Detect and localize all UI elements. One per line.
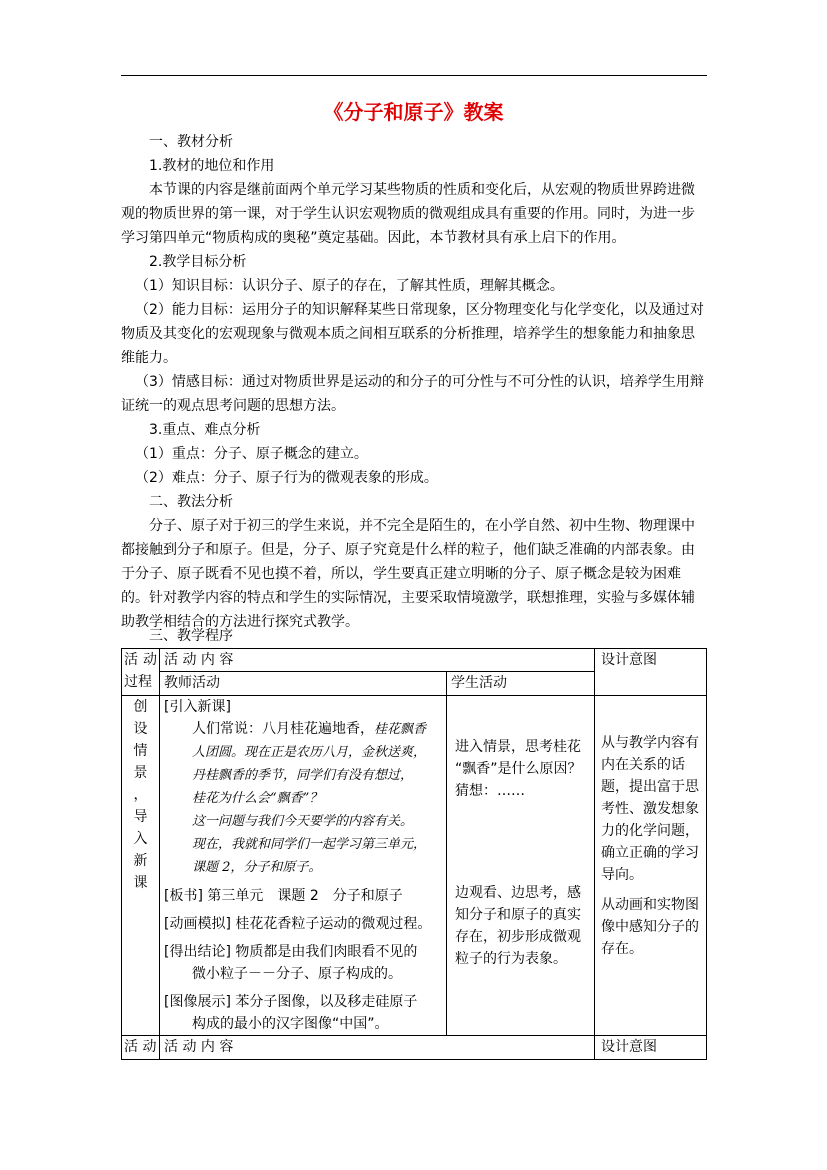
header-rule (121, 75, 707, 76)
difficult-point: （2）难点：分子、原子行为的微观表象的形成。 (135, 470, 438, 486)
teacher-script: 人们常说：八月桂花遍地香，桂花飘香 人团圆。现在正是农历八月，金秋送爽， 丹桂飘香的季节，同学们有没有想过， 桂花为什么会“飘香”？ 这一问题与我们今天要学的内容有关。 现在，我就和同学们一起学习第三单元， 课题 2，分子和原子。 (192, 721, 427, 875)
intro-tag: [引入新课] (164, 699, 231, 715)
teacher-activity (160, 696, 447, 1036)
subheading-1-2: 2.教学目标分析 (149, 254, 247, 270)
subheading-1-3: 3.重点、难点分析 (149, 422, 261, 438)
goal-ability: （2）能力目标：运用分子的知识解释某些日常现象，区分物理变化与化学变化，以及通过对物质及其变化的宏观现象与微观本质之间相互联系的分析推理，培养学生的想象能力和抽象思维能力。 (121, 302, 704, 366)
footer-process: 活 动 (122, 1036, 160, 1060)
animation-note: [动画模拟] 桂花花香粒子运动的微观过程。 (164, 916, 432, 932)
intent-2: 从动画和实物图像中感知分子的存在。 (601, 897, 700, 957)
lesson-table (121, 648, 707, 1060)
stage-label: 创 设 情 景 ， 导 入 新 课 (122, 696, 160, 1036)
goal-knowledge: （1）知识目标：认识分子、原子的存在，了解其性质，理解其概念。 (135, 278, 564, 294)
goal-emotion: （3）情感目标：通过对物质世界是运动的和分子的可分性与不可分性的认识，培养学生用辩证统一的观点思考问题的思想方法。 (121, 374, 704, 414)
page-title: 《分子和原子》教案 (323, 100, 504, 124)
section-heading-3: 三、教学程序 (149, 628, 233, 644)
header-process: 活 动 过程 (122, 649, 160, 696)
footer-intent: 设计意图 (595, 1036, 707, 1060)
intent-1: 从与教学内容有内在关系的话题，提出富于思考性、激发想象力的化学问题，确立正确的学习导向。 (601, 735, 700, 883)
student-activity (447, 696, 595, 1036)
header-student: 学生活动 (447, 672, 595, 696)
conclusion-note: [得出结论] 物质都是由我们肉眼看不见的 微小粒子－－分子、原子构成的。 (164, 944, 418, 982)
subheading-1-1: 1.教材的地位和作用 (149, 158, 275, 174)
paragraph-2: 分子、原子对于初三的学生来说，并不完全是陌生的，在小学自然、初中生物、物理课中都接触到分子和原子。但是，分子、原子究竟是什么样的粒子，他们缺乏准确的内部表象。由于分子、原子既看不见也摸不着，所以，学生要真正建立明晰的分子、原子概念是较为困难的。针对教学内容的特点和学生的实际情况，主要采取情境激学，联想推理，实验与多媒体辅助教学相结合的方法进行探究式教学。 (121, 518, 695, 630)
student-activity-1: 进入情景，思考桂花 “飘香”是什么原因？ 猜想：…… (455, 739, 582, 799)
paragraph-1: 本节课的内容是继前面两个单元学习某些物质的性质和变化后，从宏观的物质世界跨进微观的物质世界的第一课，对于学生认识宏观物质的微观组成具有重要的作用。同时，为进一步学习第四单元“物质构成的奥秘”奠定基础。因此，本节教材具有承上启下的作用。 (121, 182, 695, 246)
board-note: [板书] 第三单元 课题 2 分子和原子 (164, 888, 403, 904)
header-intent: 设计意图 (595, 649, 707, 696)
header-content: 活 动 内 容 (160, 649, 595, 672)
header-teacher: 教师活动 (160, 672, 447, 696)
footer-content: 活 动 内 容 (160, 1036, 595, 1060)
design-intent (595, 696, 707, 1036)
student-activity-2: 边观看、边思考，感 知分子和原子的真实 存在，初步形成微观 粒子的行为表象。 (455, 885, 581, 967)
image-note: [图像展示] 苯分子图像，以及移走硅原子 构成的最小的汉字图像“中国”。 (164, 994, 418, 1032)
section-heading-2: 二、教法分析 (149, 494, 233, 510)
key-point: （1）重点：分子、原子概念的建立。 (135, 446, 368, 462)
section-heading-1: 一、教材分析 (149, 134, 233, 150)
